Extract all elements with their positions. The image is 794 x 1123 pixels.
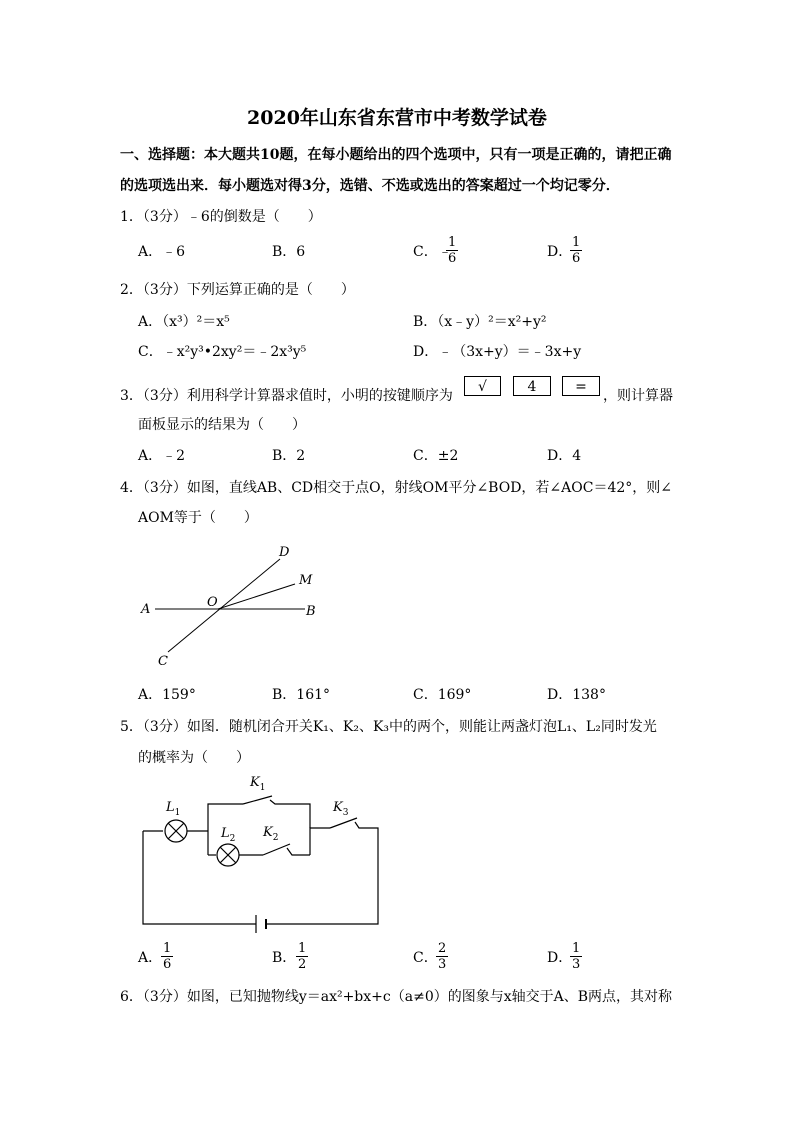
label-k3-letter: K: [333, 800, 343, 815]
q2-option-b: B．（x﹣y）²＝x²+y²: [413, 314, 547, 330]
q5-option-c-label: C．: [413, 950, 438, 966]
q5-a-numerator: 1: [163, 941, 172, 956]
label-l1-sub: 1: [174, 808, 181, 818]
label-l1-letter: L: [166, 800, 175, 815]
q5-option-a-label: A．: [138, 950, 163, 966]
wire-left-bottom: [143, 831, 256, 924]
label-k1-sub: 1: [259, 783, 266, 793]
q5-c-denominator: 3: [438, 957, 447, 972]
q1-stem: 1．（3分）﹣6的倒数是（ ）: [120, 209, 322, 225]
label-l2: [220, 826, 235, 844]
section-heading-line1: 一、选择题：本大题共10题，在每小题给出的四个选项中，只有一项是正确的，请把正确: [120, 147, 672, 163]
label-a: A: [141, 602, 151, 617]
q5-b-denominator: 2: [298, 957, 307, 972]
q5-option-b-fraction: [296, 941, 308, 972]
calculator-key-4: 4: [513, 376, 551, 396]
q5-option-a-fraction: [161, 941, 173, 972]
q4-option-c: C．169°: [413, 687, 472, 703]
switch-k3-blade: [330, 818, 357, 828]
q1-d-denominator: 6: [572, 251, 581, 266]
calculator-key-equals: =: [562, 376, 600, 396]
q1-option-c-sign: ﹣: [438, 244, 452, 260]
label-l1: [165, 800, 180, 818]
label-d: D: [279, 545, 290, 560]
q1-option-a: A．﹣6: [138, 244, 186, 260]
q2-option-c: C．﹣x²y³•2xy²＝﹣2x³y⁵: [138, 344, 307, 360]
section-heading-line2: 的选项选出来．每小题选对得3分，选错、不选或选出的答案超过一个均记零分．: [120, 178, 620, 194]
label-c: C: [158, 654, 168, 669]
q5-option-d-label: D．: [547, 950, 573, 966]
label-k2: [262, 825, 278, 843]
q1-c-numerator: 1: [448, 235, 457, 250]
q5-d-numerator: 1: [572, 941, 581, 956]
q3-option-d: D．4: [547, 448, 582, 464]
label-l2-letter: L: [221, 826, 230, 841]
label-k1: [249, 775, 265, 793]
calculator-key-sqrt: √: [464, 376, 501, 396]
q2-stem: 2．（3分）下列运算正确的是（ ）: [120, 282, 355, 298]
q5-d-denominator: 3: [572, 957, 581, 972]
label-k1-letter: K: [250, 775, 260, 790]
label-k3: [332, 800, 349, 818]
q3-option-c: C．±2: [413, 448, 459, 464]
wire-k2-right: [287, 848, 310, 855]
q1-option-c-label: C．: [413, 244, 438, 260]
label-k2-letter: K: [263, 825, 273, 840]
q2-option-d: D．﹣（3x+y）＝﹣3x+y: [413, 344, 582, 360]
q4-stem-line2: AOM等于（ ）: [138, 510, 258, 526]
label-b: B: [306, 604, 316, 619]
q2-option-a: A．（x³）²＝x⁵: [138, 314, 230, 330]
switch-k2-blade: [263, 844, 290, 855]
q3-stem-part3: 面板显示的结果为（ ）: [138, 417, 306, 433]
q4-option-b: B．161°: [272, 687, 331, 703]
q5-a-denominator: 6: [163, 957, 172, 972]
q5-stem-line2: 的概率为（ ）: [138, 750, 250, 766]
label-l2-sub: 2: [229, 834, 236, 844]
wire-right-bottom: [266, 828, 378, 924]
q1-c-denominator: 6: [448, 251, 457, 266]
label-o: O: [207, 595, 218, 610]
switch-k3-contact: [355, 822, 363, 828]
q4-option-a: A．159°: [138, 687, 196, 703]
q5-c-numerator: 2: [438, 941, 447, 956]
q3-stem-part2: ，则计算器: [603, 388, 673, 404]
q4-stem-line1: 4．（3分）如图，直线AB、CD相交于点O，射线OM平分∠BOD，若∠AOC＝42°，则∠: [120, 480, 672, 496]
wire-top-right: [270, 800, 310, 828]
q5-option-c-fraction: [436, 941, 448, 972]
switch-k1-blade: [243, 796, 272, 804]
label-k3-sub: 3: [342, 808, 349, 818]
q3-option-b: B．2: [272, 448, 306, 464]
wire-right-column: [310, 828, 330, 855]
q5-option-b-label: B．: [272, 950, 297, 966]
q6-stem: 6．（3分）如图，已知抛物线y＝ax²+bx+c（a≠0）的图象与x轴交于A、B两点，其对称: [120, 989, 673, 1005]
page-title: 2020年山东省东营市中考数学试卷: [247, 107, 547, 129]
q3-stem-part1: 3．（3分）利用科学计算器求值时，小明的按键顺序为: [120, 388, 453, 404]
q4-option-d: D．138°: [547, 687, 606, 703]
label-k2-sub: 2: [272, 833, 279, 843]
q1-option-d-label: D．: [547, 244, 573, 260]
q5-stem-line1: 5．（3分）如图．随机闭合开关K₁、K₂、K₃中的两个，则能让两盏灯泡L₁、L₂同时发光: [120, 719, 657, 735]
q1-d-numerator: 1: [572, 235, 581, 250]
q3-option-a: A．﹣2: [138, 448, 186, 464]
q1-option-b: B．6: [272, 244, 306, 260]
q5-b-numerator: 1: [298, 941, 307, 956]
q5-option-d-fraction: [570, 941, 582, 972]
label-m: M: [299, 573, 313, 588]
